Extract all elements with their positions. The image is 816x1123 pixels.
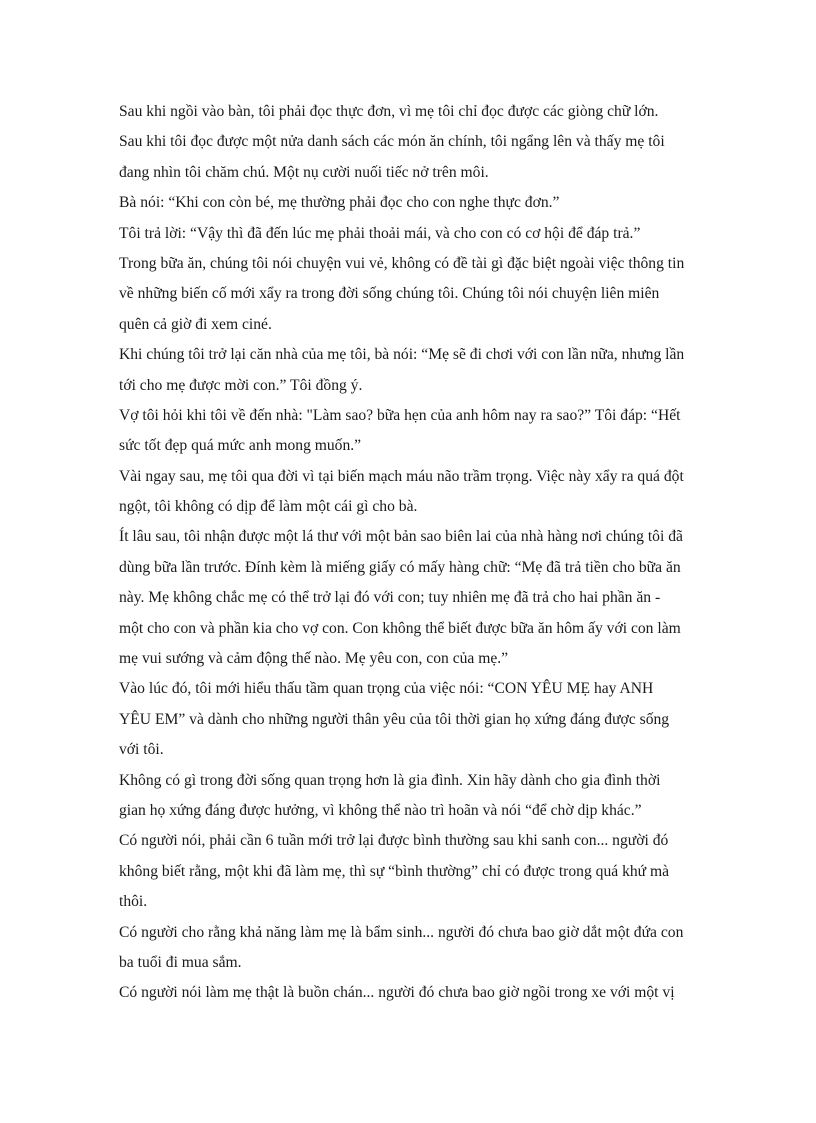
text-line: Vợ tôi hỏi khi tôi về đến nhà: "Làm sao? bữa hẹn của anh hôm nay ra sao?” Tôi đáp: “Hết: [119, 406, 681, 424]
text-line: Ít lâu sau, tôi nhận được một lá thư với một bản sao biên lai của nhà hàng nơi chúng tôi đã: [119, 528, 683, 546]
text-line: Bà nói: “Khi con còn bé, mẹ thường phải đọc cho con nghe thực đơn.”: [119, 194, 560, 212]
text-line: Trong bữa ăn, chúng tôi nói chuyện vui vẻ, không có đề tài gì đặc biệt ngoài việc thông tin: [119, 254, 685, 272]
text-line: ngột, tôi không có dịp để làm một cái gì cho bà.: [119, 498, 418, 516]
text-line: một cho con và phần kia cho vợ con. Con không thể biết được bữa ăn hôm ấy với con làm: [119, 619, 681, 637]
text-line: thôi.: [119, 893, 148, 911]
text-line: về những biến cố mới xẩy ra trong đời sống chúng tôi. Chúng tôi nói chuyện liên miên: [119, 285, 660, 303]
text-line: Sau khi tôi đọc được một nửa danh sách các món ăn chính, tôi ngẩng lên và thấy mẹ tôi: [119, 133, 665, 151]
text-line: tới cho mẹ được mời con.” Tôi đồng ý.: [119, 376, 363, 394]
text-line: YÊU EM” và dành cho những người thân yêu của tôi thời gian họ xứng đáng được sống: [119, 710, 670, 728]
text-line: Khi chúng tôi trở lại căn nhà của mẹ tôi, bà nói: “Mẹ sẽ đi chơi với con lần nữa, nhưng lần: [119, 346, 685, 364]
text-line: Có người cho rằng khả năng làm mẹ là bẩm sinh... người đó chưa bao giờ dắt một đứa con: [119, 923, 684, 941]
text-line: Không có gì trong đời sống quan trọng hơn là gia đình. Xin hãy dành cho gia đình thời: [119, 771, 661, 789]
text-line: Vài ngay sau, mẹ tôi qua đời vì tại biến mạch máu não trầm trọng. Việc này xẩy ra quá đột: [119, 467, 684, 485]
text-line: Có người nói làm mẹ thật là buồn chán... người đó chưa bao giờ ngồi trong xe với một vị: [119, 984, 675, 1002]
text-line: gian họ xứng đáng được hưởng, vì không thể nào trì hoãn và nói “để chờ dịp khác.”: [119, 801, 642, 819]
text-line: Sau khi ngồi vào bàn, tôi phải đọc thực đơn, vì mẹ tôi chỉ đọc được các giòng chữ lớn.: [119, 103, 659, 120]
text-line: Vào lúc đó, tôi mới hiểu thấu tầm quan trọng của việc nói: “CON YÊU MẸ hay ANH: [119, 680, 654, 698]
text-line: với tôi.: [119, 741, 164, 759]
document-body: [119, 97, 719, 1009]
text-line: không biết rằng, một khi đã làm mẹ, thì sự “bình thường” chỉ có được trong quá khứ mà: [119, 862, 670, 880]
text-line: quên cả giờ đi xem ciné.: [119, 315, 272, 333]
text-line: sức tốt đẹp quá mức anh mong muốn.”: [119, 437, 362, 455]
text-line: đang nhìn tôi chăm chú. Một nụ cười nuối tiếc nở trên môi.: [119, 163, 489, 181]
text-line: này. Mẹ không chắc mẹ có thể trở lại đó với con; tuy nhiên mẹ đã trả cho hai phần ăn -: [119, 589, 661, 607]
text-line: Có người nói, phải cần 6 tuần mới trở lại được bình thường sau khi sanh con... người đó: [119, 832, 669, 850]
text-line: Tôi trả lời: “Vậy thì đã đến lúc mẹ phải thoải mái, và cho con có cơ hội để đáp trả.”: [119, 224, 641, 242]
text-line: mẹ vui sướng và cảm động thế nào. Mẹ yêu con, con của mẹ.”: [119, 650, 509, 668]
text-line: ba tuổi đi mua sắm.: [119, 953, 242, 971]
text-line: dùng bữa lần trước. Đính kèm là miếng giấy có mấy hàng chữ: “Mẹ đã trả tiền cho bữa ăn: [119, 558, 681, 576]
